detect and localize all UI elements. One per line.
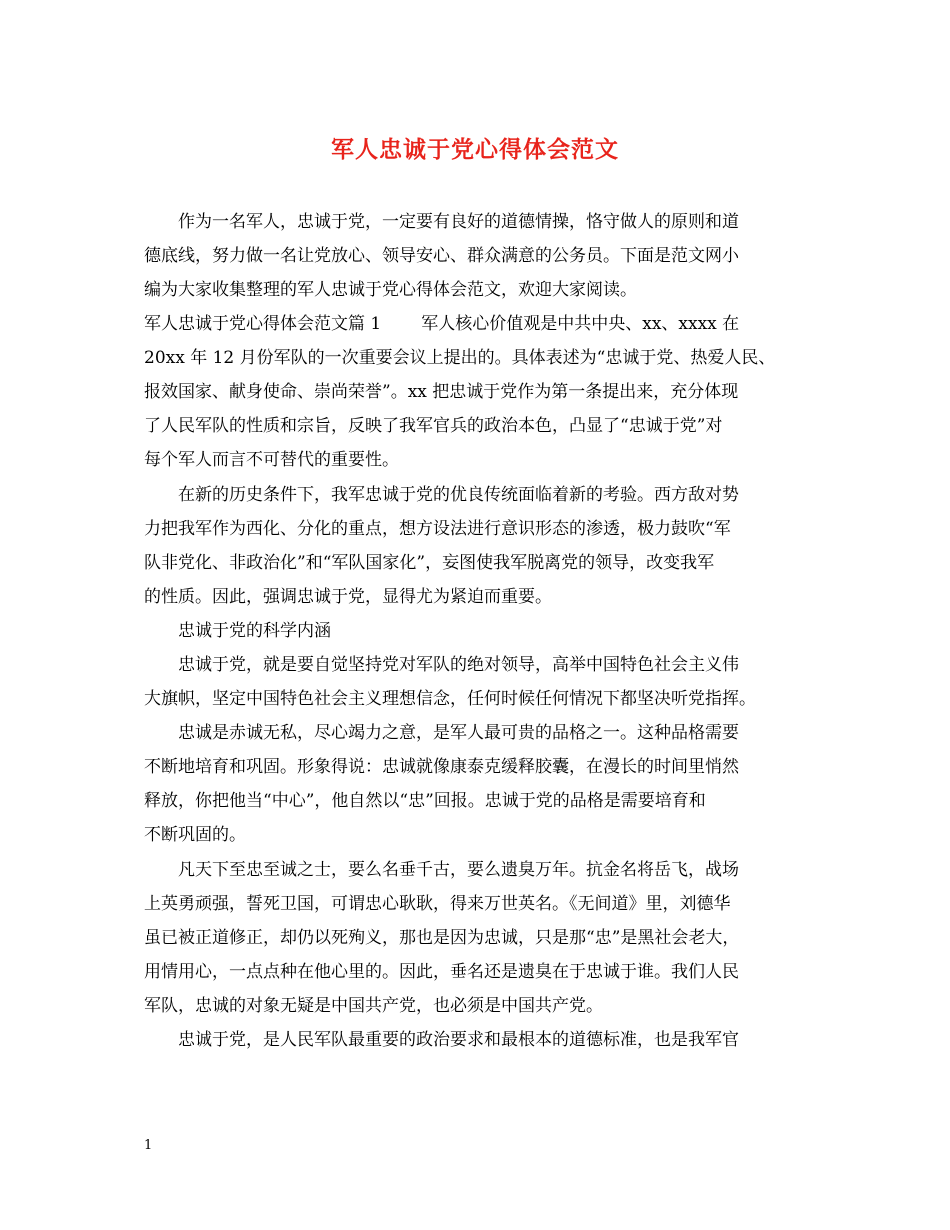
text-line: 凡天下至忠至诚之士，要么名垂千古，要么遗臭万年。抗金名将岳飞，战场	[178, 860, 739, 880]
text-line: 虽已被正道修正，却仍以死殉义，那也是因为忠诚，只是那“忠”是黑社会老大，	[144, 928, 740, 948]
text-line: 用情用心，一点点种在他心里的。因此，垂名还是遗臭在于忠诚于谁。我们人民	[144, 962, 739, 982]
text-line: 作为一名军人，忠诚于党，一定要有良好的道德情操，恪守做人的原则和道	[178, 212, 739, 232]
text-line: 忠诚于党，是人民军队最重要的政治要求和最根本的道德标准，也是我军官	[178, 1030, 739, 1050]
text-line: 忠诚是赤诚无私，尽心竭力之意，是军人最可贵的品格之一。这种品格需要	[178, 723, 739, 743]
text-line: 编为大家收集整理的军人忠诚于党心得体会范文，欢迎大家阅读。	[144, 280, 637, 300]
document-title: 军人忠诚于党心得体会范文	[331, 136, 619, 163]
text-line: 德底线，努力做一名让党放心、领导安心、群众满意的公务员。下面是范文网小	[144, 246, 739, 266]
text-line: 的性质。因此，强调忠诚于党，显得尤为紧迫而重要。	[144, 587, 552, 607]
text-line: 力把我军作为西化、分化的重点，想方设法进行意识形态的渗透，极力鼓吹“军	[144, 519, 731, 539]
section-heading: 军人忠诚于党心得体会范文篇 1	[144, 314, 382, 334]
text-line: 上英勇顽强，誓死卫国，可谓忠心耿耿，得来万世英名。《无间道》里，刘德华	[144, 894, 731, 914]
text-line-part: 军人核心价值观是中共中央、xx、xxxx 在	[421, 314, 740, 334]
text-line: 了人民军队的性质和宗旨，反映了我军官兵的政治本色，凸显了“忠诚于党”对	[144, 416, 723, 436]
subheading: 忠诚于党的科学内涵	[178, 621, 331, 641]
text-line	[144, 312, 824, 336]
text-line: 报效国家、献身使命、崇尚荣誉”。xx 把忠诚于党作为第一条提出来，充分体现	[144, 382, 739, 402]
page-number: 1	[144, 1138, 153, 1153]
text-line: 20xx 年 12 月份军队的一次重要会议上提出的。具体表述为“忠诚于党、热爱人民、	[144, 348, 776, 368]
text-line: 大旗帜，坚定中国特色社会主义理想信念，任何时候任何情况下都坚决听党指挥。	[144, 689, 756, 709]
text-line: 忠诚于党，就是要自觉坚持党对军队的绝对领导，高举中国特色社会主义伟	[178, 655, 739, 675]
text-line: 队非党化、非政治化”和“军队国家化”，妄图使我军脱离党的领导，改变我军	[144, 553, 715, 573]
text-line: 不断巩固的。	[144, 825, 246, 845]
text-line: 释放，你把他当“中心”，他自然以“忠”回报。忠诚于党的品格是需要培育和	[144, 791, 706, 811]
text-line: 在新的历史条件下，我军忠诚于党的优良传统面临着新的考验。西方敌对势	[178, 485, 739, 505]
text-line: 不断地培育和巩固。形象得说：忠诚就像康泰克缓释胶囊，在漫长的时间里悄然	[144, 757, 739, 777]
text-line: 每个军人而言不可替代的重要性。	[144, 450, 399, 470]
text-line: 军队，忠诚的对象无疑是中国共产党，也必须是中国共产党。	[144, 996, 603, 1016]
